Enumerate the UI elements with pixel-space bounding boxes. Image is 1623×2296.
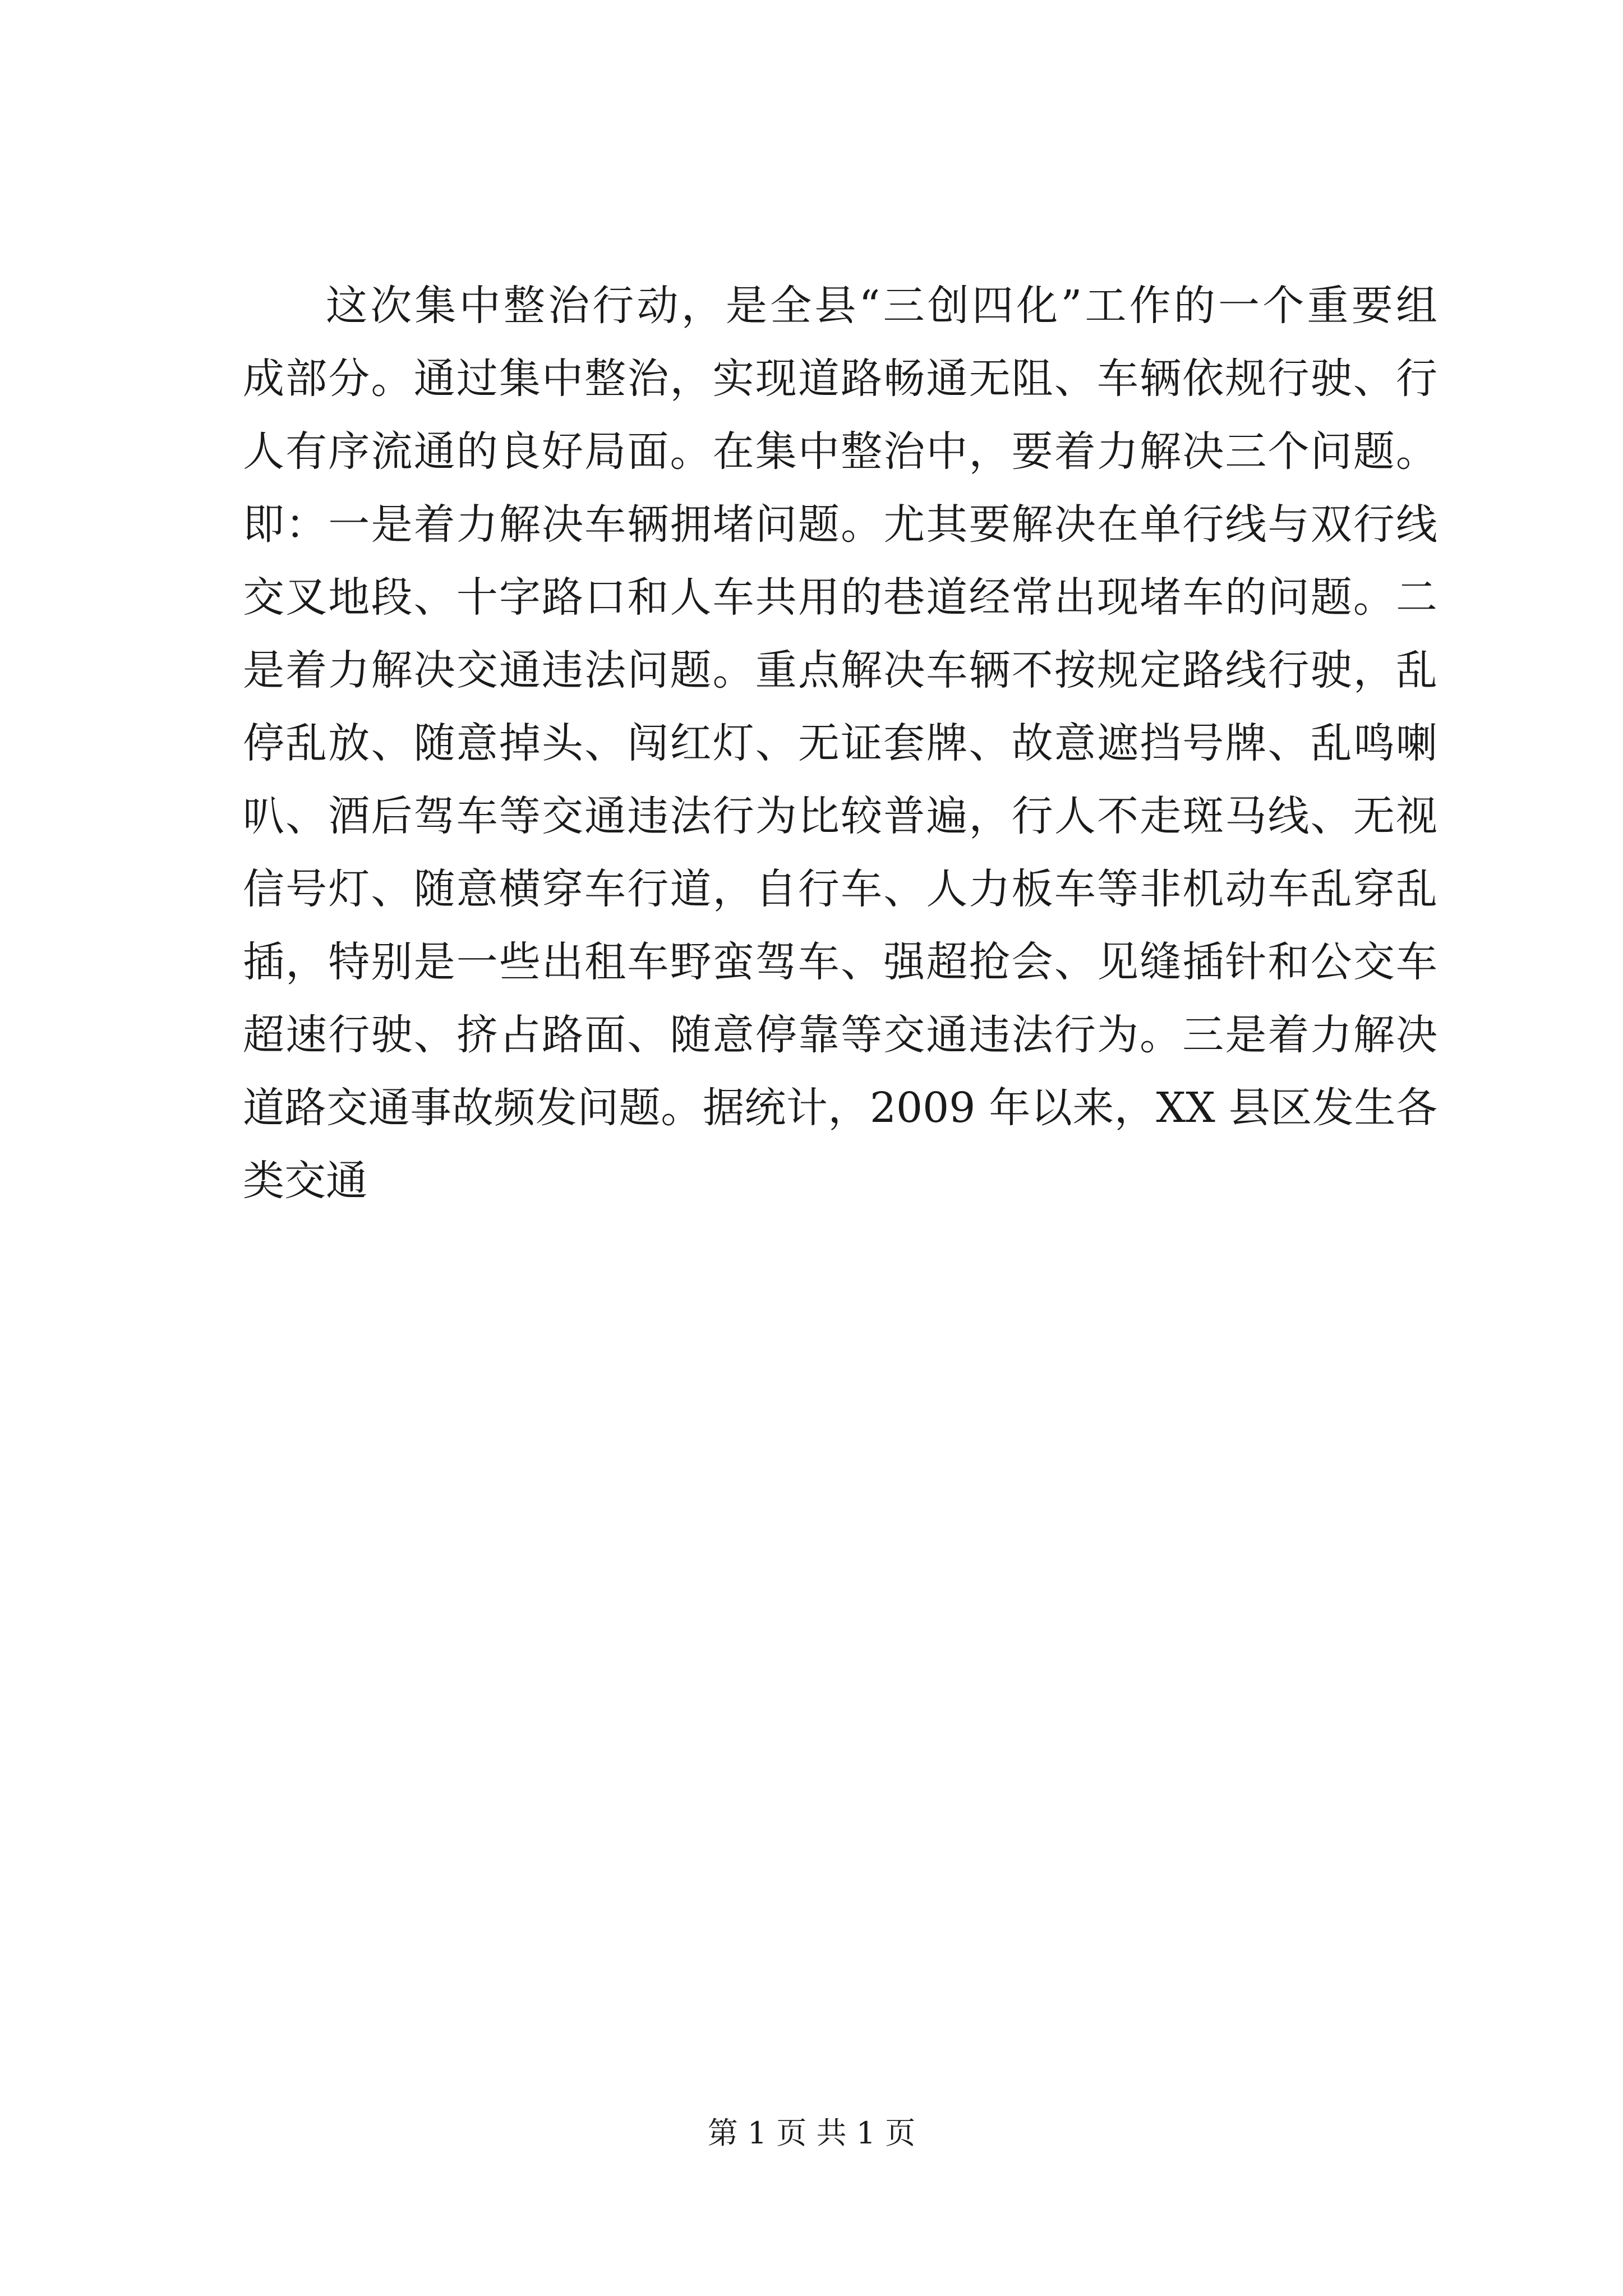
paragraph-line: 交叉地段、十字路口和人车共用的巷道经常出现堵车的问题。二	[243, 573, 1437, 622]
paragraph-line: 人有序流通的良好局面。在集中整治中，要着力解决三个问题。	[243, 427, 1437, 476]
paragraph-line: 叭、酒后驾车等交通违法行为比较普遍，行人不走斑马线、无视	[243, 792, 1437, 840]
paragraph-line: 信号灯、随意横穿车行道，自行车、人力板车等非机动车乱穿乱	[243, 865, 1437, 913]
paragraph-line: 道路交通事故频发问题。据统计，2009 年以来，XX 县区发生各	[243, 1084, 1437, 1132]
paragraph-line: 是着力解决交通违法问题。重点解决车辆不按规定路线行驶，乱	[243, 646, 1437, 694]
paragraph-line: 这次集中整治行动，是全县“三创四化”工作的一个重要组	[326, 282, 1437, 330]
paragraph-line: 即：一是着力解决车辆拥堵问题。尤其要解决在单行线与双行线	[243, 500, 1437, 549]
body-paragraph	[243, 269, 1437, 1217]
page-footer: 第 1 页 共 1 页	[707, 2115, 916, 2151]
paragraph-line: 超速行驶、挤占路面、随意停靠等交通违法行为。三是着力解决	[243, 1011, 1437, 1059]
paragraph-line: 类交通	[243, 1157, 367, 1205]
paragraph-line: 成部分。通过集中整治，实现道路畅通无阻、车辆依规行驶、行	[243, 355, 1437, 403]
paragraph-line: 停乱放、随意掉头、闯红灯、无证套牌、故意遮挡号牌、乱鸣喇	[243, 719, 1437, 767]
paragraph-line: 插，特别是一些出租车野蛮驾车、强超抢会、见缝插针和公交车	[243, 938, 1437, 986]
